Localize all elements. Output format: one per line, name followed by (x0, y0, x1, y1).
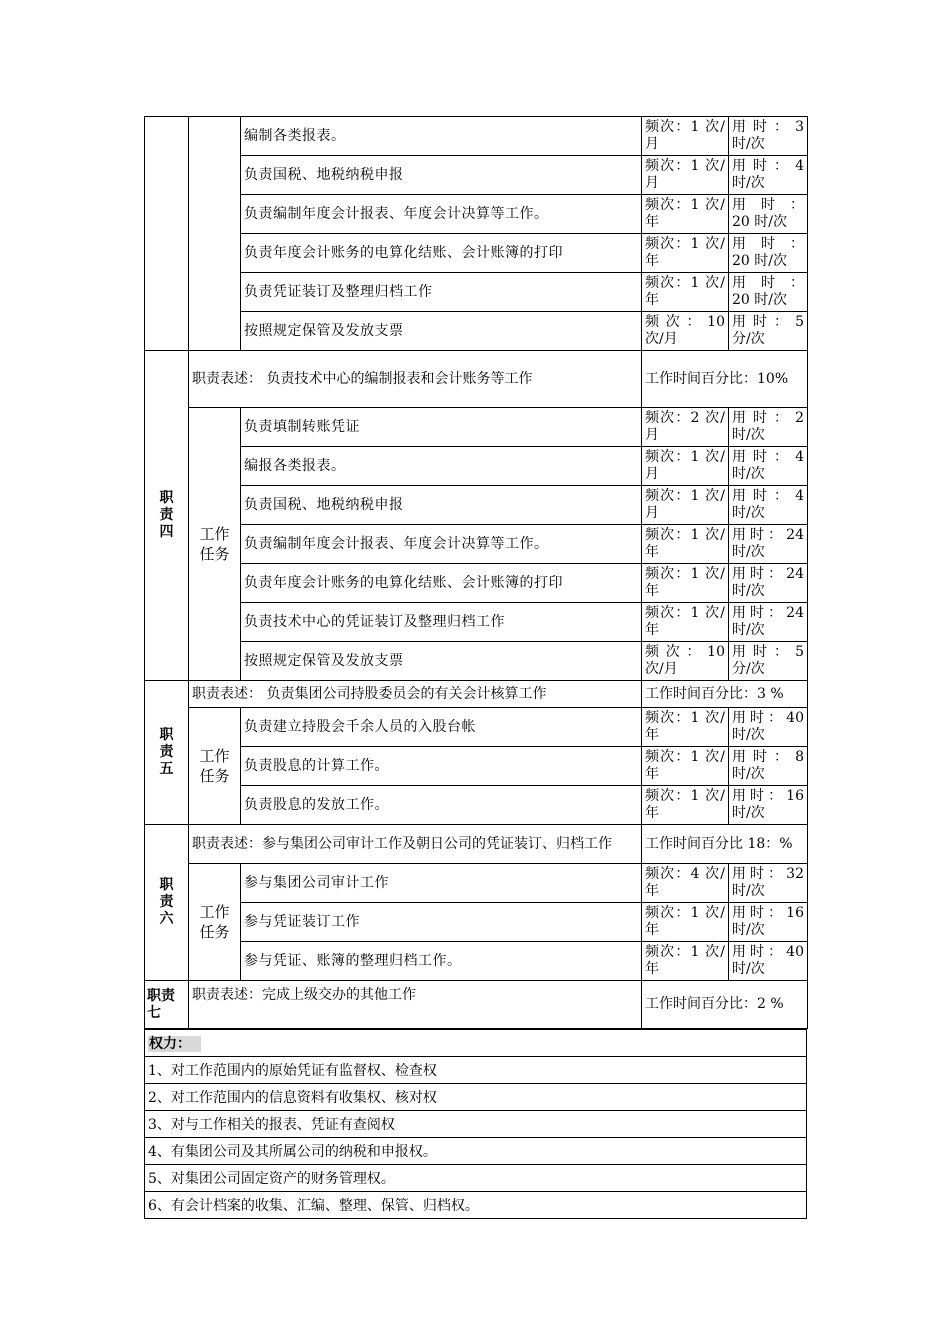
task-row (145, 408, 808, 447)
task-frequency: 频次：1 次/ 年 (642, 195, 729, 234)
task-frequency: 频次：1 次/年 (642, 942, 729, 981)
duty-description: 职责表述： 负责集团公司持股委员会的有关会计核算工作 (189, 681, 642, 708)
duty-label: 职责七 (145, 981, 189, 1029)
task-row (145, 786, 808, 825)
task-frequency: 频次：1 次/ 年 (642, 747, 729, 786)
task-frequency: 频次：1 次/年 (642, 525, 729, 564)
task-duration: 用 时 ： 4 时/次 (729, 156, 808, 195)
task-row (145, 603, 808, 642)
task-row (145, 117, 808, 156)
task-text: 按照规定保管及发放支票 (241, 642, 642, 681)
task-text: 编制各类报表。 (241, 117, 642, 156)
task-row (145, 642, 808, 681)
task-duration: 用 时 ： 3 时/次 (729, 117, 808, 156)
task-duration: 用 时 ： 20 时/次 (729, 195, 808, 234)
duties-table (144, 116, 808, 1029)
task-frequency: 频次：1 次/年 (642, 786, 729, 825)
duty-label: 职责四 (145, 351, 189, 681)
duty-description-row (145, 981, 808, 1029)
task-text: 负责年度会计账务的电算化结账、会计账簿的打印 (241, 564, 642, 603)
power-item: 2、对工作范围内的信息资料有收集权、核对权 (145, 1084, 807, 1111)
task-frequency: 频次：1 次/年 (642, 903, 729, 942)
task-duration: 用 时 ： 5 分/次 (729, 642, 808, 681)
task-text: 参与集团公司审计工作 (241, 864, 642, 903)
job-description-sheet (144, 116, 807, 1219)
task-duration: 用时：40 时/次 (729, 942, 808, 981)
task-row (145, 447, 808, 486)
task-duration: 用 时 ： 4 时/次 (729, 447, 808, 486)
task-text: 负责国税、地税纳税申报 (241, 156, 642, 195)
task-frequency: 频次：1 次/年 (642, 603, 729, 642)
power-item: 1、对工作范围内的原始凭证有监督权、检查权 (145, 1057, 807, 1084)
task-frequency: 频次：1 次/年 (642, 273, 729, 312)
task-row (145, 708, 808, 747)
task-duration: 用 时 ： 4 时/次 (729, 486, 808, 525)
duty-label: 职责五 (145, 681, 189, 825)
duty-description-row (145, 681, 808, 708)
task-text: 负责年度会计账务的电算化结账、会计账簿的打印 (241, 234, 642, 273)
task-duration: 用时：24 时/次 (729, 603, 808, 642)
duty-description: 职责表述：参与集团公司审计工作及朝日公司的凭证装订、归档工作 (189, 825, 642, 864)
task-duration: 用时：32 时/次 (729, 864, 808, 903)
task-text: 负责编制年度会计报表、年度会计决算等工作。 (241, 525, 642, 564)
task-text: 负责股息的计算工作。 (241, 747, 642, 786)
task-frequency: 频次：1 次/月 (642, 486, 729, 525)
duty-label: 职责六 (145, 825, 189, 981)
task-label: 工作任务 (189, 708, 241, 825)
work-time-percent: 工作时间百分比：3 % (642, 681, 808, 708)
task-text: 按照规定保管及发放支票 (241, 312, 642, 351)
task-duration: 用时：16 时/次 (729, 786, 808, 825)
task-frequency: 频次：1 次/年 (642, 234, 729, 273)
task-frequency: 频次：1 次/ 年 (642, 708, 729, 747)
task-text: 负责凭证装订及整理归档工作 (241, 273, 642, 312)
task-text: 编报各类报表。 (241, 447, 642, 486)
task-row (145, 486, 808, 525)
task-frequency: 频次：4 次/年 (642, 864, 729, 903)
task-text: 负责技术中心的凭证装订及整理归档工作 (241, 603, 642, 642)
task-text: 负责填制转账凭证 (241, 408, 642, 447)
work-time-percent: 工作时间百分比 18：% (642, 825, 808, 864)
duty-description: 职责表述：完成上级交办的其他工作 (189, 981, 642, 1029)
task-duration: 用时：16 时/次 (729, 903, 808, 942)
task-frequency: 频次：1 次/月 (642, 447, 729, 486)
task-text: 参与凭证装订工作 (241, 903, 642, 942)
task-row (145, 564, 808, 603)
task-text: 负责股息的发放工作。 (241, 786, 642, 825)
powers-table (144, 1029, 807, 1219)
task-duration: 用 时 ： 2 时/次 (729, 408, 808, 447)
powers-title: 权力： (145, 1030, 807, 1057)
work-time-percent: 工作时间百分比：10% (642, 351, 808, 408)
task-duration: 用 时 ： 20 时/次 (729, 273, 808, 312)
task-duration: 用时：24 时/次 (729, 525, 808, 564)
task-row (145, 195, 808, 234)
task-frequency: 频 次 ： 10 次/月 (642, 642, 729, 681)
duty-description-row (145, 351, 808, 408)
task-text: 负责编制年度会计报表、年度会计决算等工作。 (241, 195, 642, 234)
task-row (145, 747, 808, 786)
power-item: 4、有集团公司及其所属公司的纳税和申报权。 (145, 1138, 807, 1165)
task-frequency: 频 次 ： 10 次/月 (642, 312, 729, 351)
duty-description: 职责表述： 负责技术中心的编制报表和会计账务等工作 (189, 351, 642, 408)
task-row (145, 312, 808, 351)
task-duration: 用 时 ： 20 时/次 (729, 234, 808, 273)
task-label: 工作任务 (189, 408, 241, 681)
task-row (145, 864, 808, 903)
task-text: 参与凭证、账簿的整理归档工作。 (241, 942, 642, 981)
task-row (145, 234, 808, 273)
duty-description-row (145, 825, 808, 864)
task-label-cont (189, 117, 241, 351)
task-text: 负责建立持股会千余人员的入股台帐 (241, 708, 642, 747)
task-duration: 用时：40 时/次 (729, 708, 808, 747)
power-item: 6、有会计档案的收集、汇编、整理、保管、归档权。 (145, 1192, 807, 1219)
task-frequency: 频次：2 次/月 (642, 408, 729, 447)
task-row (145, 525, 808, 564)
task-duration: 用时：24 时/次 (729, 564, 808, 603)
task-label: 工作任务 (189, 864, 241, 981)
power-item: 3、对与工作相关的报表、凭证有查阅权 (145, 1111, 807, 1138)
task-row (145, 903, 808, 942)
task-row (145, 273, 808, 312)
task-frequency: 频次：1 次/年 (642, 564, 729, 603)
power-item: 5、对集团公司固定资产的财务管理权。 (145, 1165, 807, 1192)
task-duration: 用 时 ： 8 时/次 (729, 747, 808, 786)
task-frequency: 频次：1 次/ 月 (642, 117, 729, 156)
task-duration: 用 时 ： 5 分/次 (729, 312, 808, 351)
task-row (145, 156, 808, 195)
task-row (145, 942, 808, 981)
task-text: 负责国税、地税纳税申报 (241, 486, 642, 525)
duty-label-cont (145, 117, 189, 351)
work-time-percent: 工作时间百分比：2 % (642, 981, 808, 1029)
task-frequency: 频次：1 次/ 月 (642, 156, 729, 195)
